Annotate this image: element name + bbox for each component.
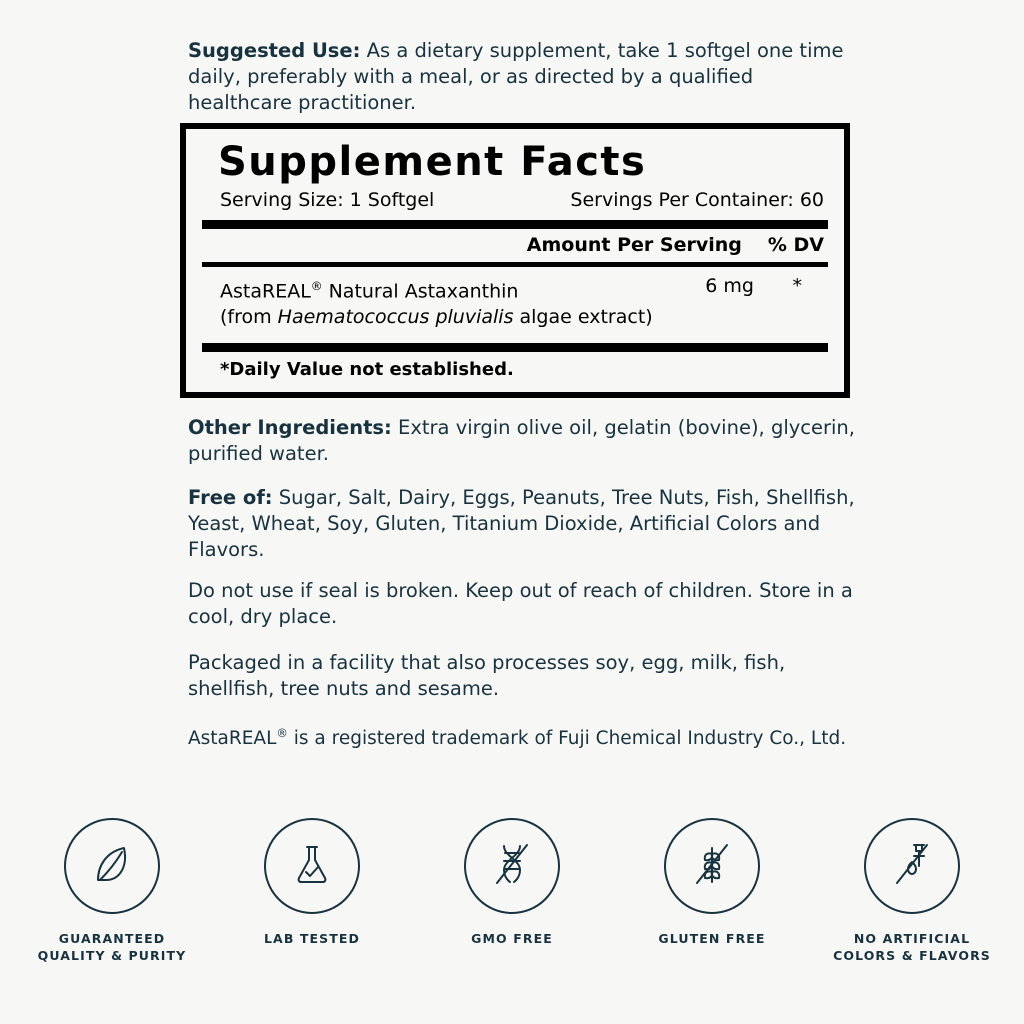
badge-lab-tested bbox=[224, 818, 400, 964]
badge-label bbox=[658, 930, 765, 947]
certification-badges bbox=[0, 818, 1024, 964]
registered-mark: ® bbox=[310, 279, 323, 293]
trademark-brand: AstaREAL bbox=[188, 728, 277, 750]
badge-label bbox=[264, 930, 360, 947]
badge-label-line2: COLORS & FLAVORS bbox=[833, 948, 991, 963]
badge-label-line2: QUALITY & PURITY bbox=[37, 948, 187, 963]
divider-thick-top bbox=[202, 220, 828, 229]
free-of-text: Sugar, Salt, Dairy, Eggs, Peanuts, Tree Nuts, Fish, Shellfish, Yeast, Wheat, Soy, Gluten, Titanium Dioxide, Artificial Colors and Flavors. bbox=[188, 486, 855, 561]
source-species: Haematococcus pluvialis bbox=[277, 306, 514, 329]
servings-per-container: Servings Per Container: 60 bbox=[570, 189, 824, 211]
suggested-use-block bbox=[188, 38, 848, 116]
ingredient-amount: 6 mg bbox=[705, 275, 754, 297]
badge-gmo-free bbox=[424, 818, 600, 964]
badge-no-artificial-colors bbox=[824, 818, 1000, 964]
badge-circle bbox=[864, 818, 960, 914]
suggested-use-label: Suggested Use: bbox=[188, 39, 361, 62]
serving-info-row bbox=[202, 187, 828, 213]
supplement-facts-panel bbox=[180, 123, 850, 398]
other-ingredients-label: Other Ingredients: bbox=[188, 416, 392, 439]
badge-label-line1: LAB TESTED bbox=[263, 931, 361, 946]
ingredient-source bbox=[220, 304, 824, 330]
other-ingredients-text: Extra virgin olive oil, gelatin (bovine), glycerin, purified water. bbox=[188, 416, 855, 465]
dropper-crossed-icon bbox=[884, 836, 940, 896]
ingredient-dv: * bbox=[792, 275, 802, 297]
warning-text: Do not use if seal is broken. Keep out of reach of children. Store in a cool, dry place. bbox=[188, 579, 853, 628]
badge-label-line1: NO ARTIFICIAL bbox=[853, 931, 971, 946]
suggested-use-text: As a dietary supplement, take 1 softgel one time daily, preferably with a meal, or as directed by a qualified healthcare practitioner. bbox=[188, 39, 844, 114]
other-ingredients-block bbox=[188, 415, 858, 467]
warning-block bbox=[188, 578, 858, 630]
badge-circle bbox=[64, 818, 160, 914]
badge-circle bbox=[664, 818, 760, 914]
badge-label bbox=[833, 930, 991, 964]
table-row bbox=[202, 267, 828, 336]
wheat-crossed-icon bbox=[684, 836, 740, 896]
badge-label-line1: GMO FREE bbox=[471, 931, 553, 946]
serving-size: Serving Size: 1 Softgel bbox=[220, 189, 435, 211]
badge-label bbox=[471, 930, 553, 947]
flask-check-icon bbox=[284, 836, 340, 896]
ingredient-brand: AstaREAL bbox=[220, 280, 311, 303]
badge-circle bbox=[464, 818, 560, 914]
source-prefix: (from bbox=[220, 306, 278, 329]
badge-circle bbox=[264, 818, 360, 914]
badge-label bbox=[38, 930, 187, 964]
badge-gluten-free bbox=[624, 818, 800, 964]
ingredient-name-rest: Natural Astaxanthin bbox=[322, 280, 519, 303]
badge-label-line1: GUARANTEED bbox=[58, 931, 166, 946]
dna-crossed-icon bbox=[484, 836, 540, 896]
divider-thick-bottom bbox=[202, 343, 828, 352]
amount-header-row bbox=[202, 229, 828, 262]
amount-per-serving-header: Amount Per Serving bbox=[526, 234, 742, 256]
badge-label-line1: GLUTEN FREE bbox=[658, 931, 766, 946]
free-of-label: Free of: bbox=[188, 486, 273, 509]
dv-header: % DV bbox=[767, 234, 824, 256]
trademark-text: is a registered trademark of Fuji Chemical Industry Co., Ltd. bbox=[287, 728, 847, 750]
packaging-statement-block bbox=[188, 650, 858, 702]
daily-value-footnote: *Daily Value not established. bbox=[220, 359, 514, 381]
leaf-icon bbox=[84, 836, 140, 896]
supplement-facts-title: Supplement Facts bbox=[218, 139, 647, 185]
registered-mark-trademark: ® bbox=[276, 726, 288, 740]
free-of-block bbox=[188, 485, 858, 563]
trademark-block bbox=[188, 720, 858, 752]
source-suffix: algae extract) bbox=[513, 306, 653, 329]
packaging-text: Packaged in a facility that also processes soy, egg, milk, fish, shellfish, tree nuts and sesame. bbox=[188, 651, 786, 700]
badge-guaranteed-quality bbox=[24, 818, 200, 964]
